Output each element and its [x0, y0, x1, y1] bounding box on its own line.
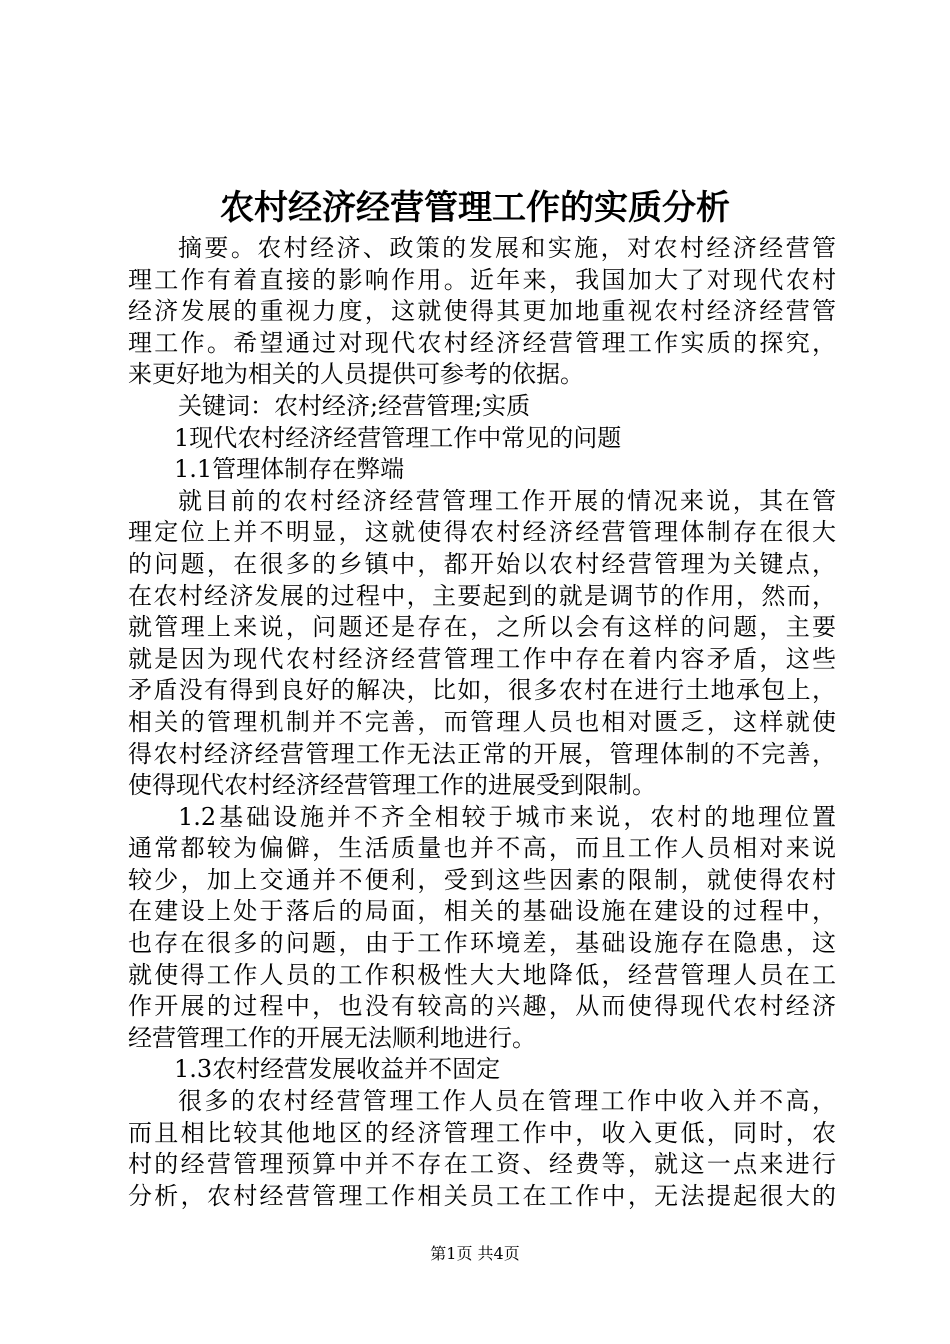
paragraph-line: 相关的管理机制并不完善，而管理人员也相对匮乏，这样就使: [128, 707, 836, 736]
paragraph-line: 在建设上处于落后的局面，相关的基础设施在建设的过程中，: [128, 897, 836, 926]
paragraph-line: 理工作有着直接的影响作用。近年来，我国加大了对现代农村: [128, 265, 836, 294]
page-footer: 第1页 共4页: [430, 1244, 520, 1263]
paragraph-line: 较少，加上交通并不便利，受到这些因素的限制，就使得农村: [128, 865, 836, 894]
paragraph-line: 矛盾没有得到良好的解决，比如，很多农村在进行土地承包上，: [128, 676, 836, 705]
paragraph-line: 就管理上来说，问题还是存在，之所以会有这样的问题，主要: [128, 613, 836, 642]
paragraph-line: 通常都较为偏僻，生活质量也并不高，而且工作人员相对来说: [128, 834, 836, 863]
paragraph-line: 理定位上并不明显，这就使得农村经济经营管理体制存在很大: [128, 518, 836, 547]
subsection-heading: 1.1管理体制存在弊端: [174, 455, 405, 484]
paragraph-line: 村的经营管理预算中并不存在工资、经费等，就这一点来进行: [128, 1150, 836, 1179]
document-title: 农村经济经营管理工作的实质分析: [220, 188, 730, 228]
section-heading: 1现代农村经济经营管理工作中常见的问题: [174, 423, 622, 452]
paragraph-line: 就使得工作人员的工作积极性大大地降低，经营管理人员在工: [128, 960, 836, 989]
paragraph-line: 使得现代农村经济经营管理工作的进展受到限制。: [128, 771, 656, 800]
keywords-line: 关键词：农村经济;经营管理;实质: [178, 391, 531, 420]
paragraph-line: 分析，农村经营管理工作相关员工在工作中，无法提起很大的: [128, 1181, 836, 1210]
paragraph-line: 的问题，在很多的乡镇中，都开始以农村经营管理为关键点，: [128, 549, 836, 578]
paragraph-line: 也存在很多的问题，由于工作环境差，基础设施存在隐患，这: [128, 929, 836, 958]
paragraph-line: 经济发展的重视力度，这就使得其更加地重视农村经济经营管: [128, 297, 836, 326]
paragraph-line: 来更好地为相关的人员提供可参考的依据。: [128, 360, 584, 389]
paragraph-line: 经营管理工作的开展无法顺利地进行。: [128, 1023, 536, 1052]
paragraph-line: 就是因为现代农村经济经营管理工作中存在着内容矛盾，这些: [128, 644, 836, 673]
paragraph-line: 在农村经济发展的过程中，主要起到的就是调节的作用，然而，: [128, 581, 836, 610]
paragraph-line: 得农村经济经营管理工作无法正常的开展，管理体制的不完善，: [128, 739, 836, 768]
paragraph-line: 摘要。农村经济、政策的发展和实施，对农村经济经营管: [178, 234, 836, 262]
subsection-heading: 1.3农村经营发展收益并不固定: [174, 1055, 501, 1084]
paragraph-line: 理工作。希望通过对现代农村经济经营管理工作实质的探究，: [128, 328, 836, 357]
paragraph-line: 而且相比较其他地区的经济管理工作中，收入更低，同时，农: [128, 1118, 836, 1147]
paragraph-line: 作开展的过程中，也没有较高的兴趣，从而使得现代农村经济: [128, 992, 836, 1021]
paragraph-line: 1.2基础设施并不齐全相较于城市来说，农村的地理位置: [178, 802, 836, 831]
document-body: [128, 233, 836, 1212]
paragraph-line: 很多的农村经营管理工作人员在管理工作中收入并不高，: [178, 1087, 836, 1116]
paragraph-line: 就目前的农村经济经营管理工作开展的情况来说，其在管: [178, 486, 836, 515]
